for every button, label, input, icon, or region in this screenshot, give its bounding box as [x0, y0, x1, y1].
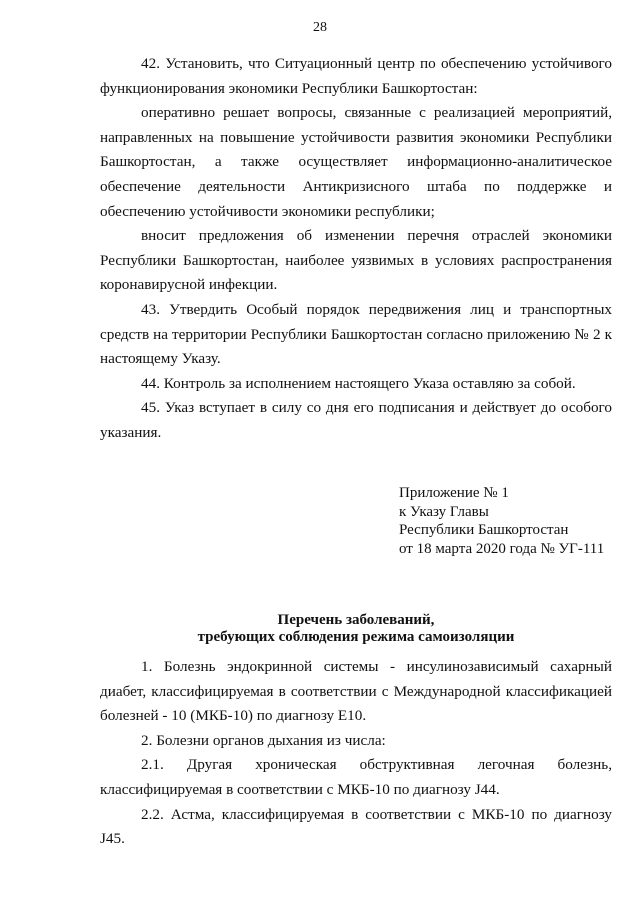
appendix-header — [399, 484, 604, 558]
paragraph-42-clause-2: вносит предложения об изменении перечня отраслей экономики Республики Башкортостан, наиболее уязвимых в условиях распространения коронавирусной инфекции. — [100, 227, 612, 294]
list-item: 1. Болезнь эндокринной системы - инсулинозависимый сахарный диабет, классифицируемая в соответствии с Международной классификацией болезней - 10 (МКБ-10) по диагнозу E10. — [100, 658, 612, 725]
appendix-line-2: к Указу Главы — [399, 503, 489, 520]
list-title — [100, 612, 612, 646]
paragraph-43: 43. Утвердить Особый порядок передвижения лиц и транспортных средств на территории Республики Башкортостан согласно приложению № 2 к настоящему Указу. — [100, 300, 612, 368]
paragraph-42: 42. Установить, что Ситуационный центр по обеспечению устойчивого функционирования экономики Республики Башкортостан: — [100, 55, 612, 97]
appendix-line-1: Приложение № 1 — [399, 485, 509, 501]
paragraph-45: 45. Указ вступает в силу со дня его подписания и действует до особого указания. — [100, 399, 612, 441]
list-item: 2.2. Астма, классифицируемая в соответствии с МКБ-10 по диагнозу J45. — [100, 805, 612, 848]
page-number: 28 — [313, 20, 327, 35]
list-item: 2. Болезни органов дыхания из числа: — [141, 731, 386, 749]
appendix-line-4: от 18 марта 2020 года № УГ-111 — [399, 540, 605, 557]
list-title-line-1: Перечень заболеваний, — [277, 612, 435, 628]
paragraph-44: 44. Контроль за исполнением настоящего Указа оставляю за собой. — [141, 374, 576, 392]
disease-list — [100, 655, 612, 852]
list-item: 2.1. Другая хроническая обструктивная легочная болезнь, классифицируемая в соответствии с МКБ-10 по диагнозу J44. — [100, 756, 612, 798]
list-title-line-2: требующих соблюдения режима самоизоляции — [197, 629, 515, 645]
decree-text — [100, 52, 612, 446]
appendix-line-3: Республики Башкортостан — [399, 522, 569, 538]
paragraph-42-clause-1: оперативно решает вопросы, связанные с реализацией мероприятий, направленных на повышение устойчивости развития экономики Республики Башкортостан, а также осуществляет информационно-аналитическое обеспечение деятельности Антикризисного штаба по поддержке и обеспечению устойчивости экономики республики; — [100, 104, 612, 220]
